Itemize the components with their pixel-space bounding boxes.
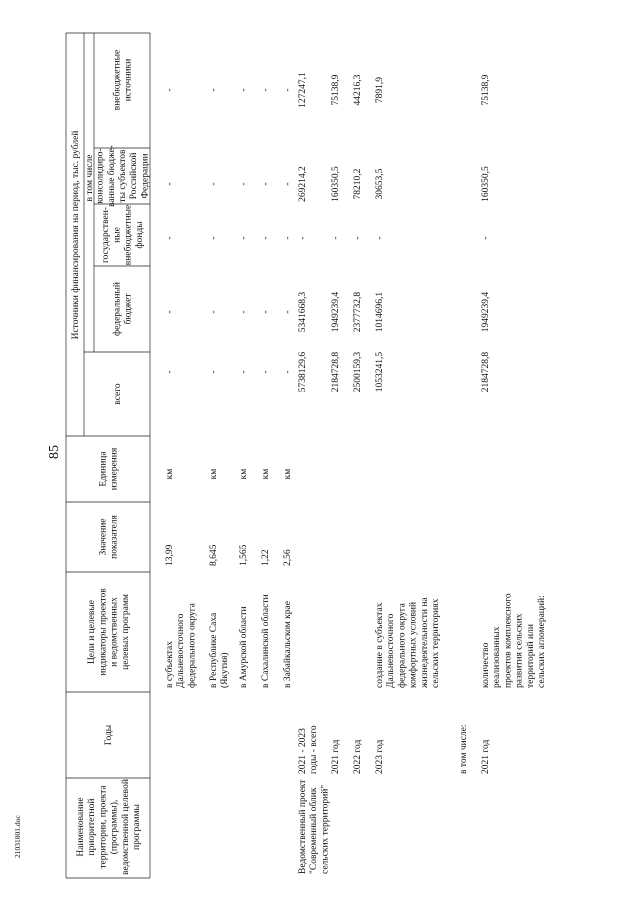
incl-goal-line: развития сельских: [514, 613, 525, 688]
incl-goal-line: проектов комплексного: [503, 593, 514, 688]
project-year-1-total: [331, 352, 341, 393]
project-year-2-cons: [353, 168, 363, 199]
indicator-4-total-line: -: [283, 370, 293, 374]
indicator-1-gos-line: -: [209, 236, 219, 240]
indicator-4-cons: [283, 182, 293, 185]
indicator-unit-1-line: км: [209, 468, 219, 480]
project-year-label-2: [353, 739, 363, 774]
indicator-0-vneb: [165, 88, 175, 91]
project-year-3-vneb: [375, 77, 385, 103]
incl-year: [481, 739, 491, 774]
header-gos-line: ные: [112, 227, 123, 243]
project-year-2-vneb: [353, 74, 363, 105]
header-gos-line: внебюджетные: [123, 204, 134, 266]
indicator-goal-3-line: в Сахалинской области: [261, 594, 271, 688]
indicator-goal-0-line: федерального округа: [187, 603, 198, 688]
project-year-3-fed-line: 1014696,1: [375, 291, 385, 333]
project-name-line: сельских территорий": [320, 784, 331, 874]
project-year-2-vneb-line: 44216,3: [353, 74, 363, 106]
header-cons: [96, 145, 151, 207]
indicator-unit-0: [165, 469, 175, 480]
project-year-2-fed-line: 2377732,8: [353, 291, 363, 333]
indicator-value-1-line: 8,645: [209, 544, 219, 566]
project-year-1-gos-line: -: [331, 236, 341, 240]
project-year-0-gos: [298, 236, 308, 239]
project-year-2-gos: [353, 236, 363, 239]
page-number: 85: [47, 445, 62, 459]
incl-row-fed-line: 1949239,4: [481, 291, 491, 333]
header-fed-line: федеральный: [112, 282, 123, 336]
indicator-3-total: [261, 370, 271, 373]
incl-goal: [481, 593, 547, 688]
project-goal: [374, 597, 441, 689]
project-year-label-0: [298, 725, 319, 774]
project-year-1-vneb-line: 75138,9: [331, 74, 341, 106]
header-unit: [98, 447, 119, 490]
indicator-2-gos-line: -: [239, 236, 249, 240]
header-value-line: показателя: [109, 515, 120, 559]
header-years: [104, 724, 114, 745]
incl-row-cons-line: 160350,5: [481, 166, 491, 202]
project-year-1-gos: [331, 236, 341, 239]
indicator-2-gos: [239, 236, 249, 239]
indicator-value-3-line: 1,22: [261, 549, 271, 566]
incl-row-fed: [481, 292, 491, 333]
indicator-3-gos-line: -: [261, 236, 271, 240]
incl-label-line: в том числе:: [459, 724, 469, 774]
project-year-3-gos-line: -: [375, 236, 385, 240]
indicator-value-4-line: 2,56: [283, 549, 293, 566]
project-year-1-vneb: [331, 74, 341, 105]
project-year-3-total-line: 1053241,5: [375, 351, 385, 393]
project-year-0-cons: [298, 166, 308, 202]
project-year-2-gos-line: -: [353, 236, 363, 240]
header-name-line: приоритетной: [87, 798, 98, 856]
project-year-1-total-line: 2184728,8: [331, 351, 341, 393]
project-year-label-0-line: 2021 - 2023: [298, 728, 308, 774]
indicator-2-cons-line: -: [239, 182, 249, 186]
header-years-line: Годы: [104, 724, 114, 746]
indicator-2-vneb: [239, 88, 249, 91]
indicator-goal-0-line: в субъектах: [165, 640, 175, 688]
project-year-0-fed: [298, 292, 308, 333]
indicator-0-fed-line: -: [165, 310, 175, 314]
project-goal-line: федерального округа: [397, 603, 408, 688]
indicator-3-total-line: -: [261, 370, 271, 374]
project-year-2-total: [353, 352, 363, 393]
indicator-0-cons: [165, 182, 175, 185]
header-incl-line: в том числе: [85, 154, 95, 202]
indicator-3-cons-line: -: [261, 182, 271, 186]
indicator-4-gos-line: -: [283, 236, 293, 240]
project-year-label-2-line: 2022 год: [353, 739, 363, 774]
indicator-0-gos: [165, 236, 175, 239]
header-vneb-line: внебюджетные: [112, 49, 123, 111]
indicator-0-total-line: -: [165, 370, 175, 374]
indicator-3-vneb: [261, 88, 271, 91]
project-year-3-fed: [375, 292, 385, 333]
header-cons-line: ванные бюдже-: [106, 145, 117, 207]
project-year-3-total: [375, 352, 385, 393]
indicator-value-0: [165, 544, 175, 566]
project-year-label-1-line: 2021 год: [331, 739, 341, 774]
project-goal-line: жизнедеятельности на: [419, 597, 430, 688]
header-cons-line: ты субъектов: [118, 149, 128, 203]
project-year-0-total: [298, 352, 308, 393]
incl-row-total: [481, 352, 491, 393]
indicator-1-vneb: [209, 88, 219, 91]
indicator-value-1: [209, 544, 219, 566]
header-vneb-line: источники: [123, 58, 134, 102]
header-vneb: [111, 50, 133, 111]
project-year-2-total-line: 2500159,3: [353, 351, 363, 393]
indicator-4-cons-line: -: [283, 182, 293, 186]
indicator-unit-3-line: км: [261, 468, 271, 480]
indicator-2-vneb-line: -: [239, 88, 249, 92]
project-goal-line: комфортных условий: [408, 601, 419, 688]
header-goals-line: и ведомственных: [109, 597, 120, 667]
header-fed-line: бюджет: [123, 293, 134, 325]
header-name-line: ведомственной целевой: [120, 779, 131, 875]
header-goals-line: Цели и целевые: [87, 599, 98, 665]
project-year-label-0-line: годы - всего: [309, 725, 320, 774]
project-year-1-cons-line: 160350,5: [331, 166, 341, 202]
indicator-1-total-line: -: [209, 370, 219, 374]
incl-row-gos: [481, 236, 491, 239]
project-year-0-total-line: 5738129,6: [298, 351, 308, 393]
indicator-4-fed: [283, 310, 293, 313]
header-cons-line: консолидиро-: [95, 148, 106, 204]
project-year-0-fed-line: 5341668,3: [298, 291, 308, 333]
indicator-1-fed-line: -: [209, 310, 219, 314]
indicator-goal-2: [238, 606, 249, 688]
indicator-3-cons: [261, 182, 271, 185]
indicator-4-fed-line: -: [283, 310, 293, 314]
project-year-3-vneb-line: 7891,9: [375, 76, 385, 104]
header-gos-line: фонды: [134, 221, 145, 249]
header-name-line: (программы),: [109, 799, 120, 855]
project-year-2-fed: [353, 292, 363, 333]
indicator-3-gos: [261, 236, 271, 239]
indicator-goal-0: [164, 602, 197, 688]
indicator-2-fed-line: -: [239, 310, 249, 314]
indicator-unit-4: [283, 469, 293, 480]
indicator-goal-1: [208, 612, 230, 688]
indicator-3-vneb-line: -: [261, 88, 271, 92]
project-year-0-vneb-line: 127247,1: [298, 72, 308, 108]
project-year-label-3: [375, 739, 385, 774]
project-year-3-gos: [375, 236, 385, 239]
header-unit-line: Единица: [98, 451, 109, 487]
project-year-0-gos-line: -: [298, 236, 308, 240]
indicator-3-fed-line: -: [261, 310, 271, 314]
indicator-0-cons-line: -: [165, 182, 175, 186]
incl-row-vneb: [481, 74, 491, 105]
indicator-4-gos: [283, 236, 293, 239]
incl-goal-line: сельских агломераций:: [537, 595, 547, 688]
indicator-2-cons: [239, 182, 249, 185]
indicator-unit-4-line: км: [283, 468, 293, 480]
indicator-0-vneb-line: -: [165, 88, 175, 92]
project-goal-line: Дальневосточного: [386, 613, 397, 688]
indicator-goal-2-line: в Амурской области: [239, 606, 249, 688]
indicator-value-3: [261, 549, 271, 566]
header-unit-line: измерения: [109, 447, 120, 491]
indicator-2-total: [239, 370, 249, 373]
table-body: [164, 72, 547, 874]
indicator-goal-0-line: Дальневосточного: [176, 613, 187, 688]
indicator-1-gos: [209, 236, 219, 239]
header-value-line: Значение: [98, 518, 109, 556]
header-name: [76, 779, 142, 875]
footer-doc-id: 21031801.doc: [13, 815, 22, 858]
indicator-0-total: [165, 370, 175, 373]
indicator-goal-4-line: в Забайкальском крае: [283, 601, 293, 688]
indicator-2-fed: [239, 310, 249, 313]
indicator-value-0-line: 13,99: [165, 544, 175, 566]
project-year-2-cons-line: 78210,2: [353, 168, 363, 200]
incl-goal-line: количество: [481, 642, 491, 688]
header-fed: [111, 282, 133, 336]
header-total-line: всего: [113, 383, 123, 405]
incl-row-gos-line: -: [481, 236, 491, 240]
indicator-1-vneb-line: -: [209, 88, 219, 92]
indicator-3-fed: [261, 310, 271, 313]
indicator-4-vneb-line: -: [283, 88, 293, 92]
indicator-1-cons-line: -: [209, 182, 219, 186]
indicator-4-total: [283, 370, 293, 373]
indicator-goal-1-line: в Республике Саха: [209, 612, 219, 688]
indicator-goal-3: [260, 594, 271, 688]
header-goals-line: целевых программ: [120, 594, 131, 670]
project-name-line: Ведомственный проект: [298, 779, 308, 874]
project-name: [297, 779, 330, 874]
incl-year-line: 2021 год: [481, 739, 491, 774]
indicator-goal-1-line: (Якутия): [220, 652, 231, 688]
project-year-3-cons: [375, 168, 385, 199]
indicator-0-fed: [165, 310, 175, 313]
project-year-label-1: [331, 739, 341, 774]
indicator-4-vneb: [283, 88, 293, 91]
header-total: [113, 383, 123, 405]
header-value: [98, 515, 119, 559]
indicator-2-total-line: -: [239, 370, 249, 374]
incl-label: [459, 724, 469, 774]
incl-row-cons: [481, 166, 491, 202]
header-incl: [85, 155, 95, 202]
indicator-0-gos-line: -: [165, 236, 175, 240]
header-sources: [70, 131, 81, 340]
header-goals: [87, 588, 131, 676]
indicator-unit-1: [209, 469, 219, 480]
indicator-unit-2-line: км: [239, 468, 249, 480]
header-sources-line: Источники финансирования на период, тыс. рублей: [71, 130, 81, 340]
indicator-1-cons: [209, 182, 219, 185]
indicator-unit-2: [239, 469, 249, 480]
header-name-line: территории, проекта: [98, 785, 109, 869]
indicator-unit-0-line: км: [165, 468, 175, 480]
project-year-label-3-line: 2023 год: [375, 739, 385, 774]
indicator-value-2: [239, 544, 249, 566]
header-gos: [101, 205, 145, 266]
project-year-1-fed: [331, 292, 341, 333]
header-gos-line: государствен-: [101, 207, 112, 263]
incl-goal-line: реализованных: [492, 626, 503, 688]
indicator-value-4: [283, 549, 293, 566]
header-name-line: программы: [132, 804, 142, 850]
project-year-0-vneb: [298, 72, 308, 108]
header-cons-line: Российской: [129, 152, 140, 200]
table-header: [70, 50, 150, 875]
header-cons-line: Федерации: [140, 153, 151, 199]
indicator-1-total: [209, 370, 219, 373]
incl-row-total-line: 2184728,8: [481, 351, 491, 393]
header-name-line: Наименование: [76, 797, 86, 857]
project-goal-line: сельских территориях: [431, 598, 441, 688]
project-goal-line: создание в субъектах: [375, 602, 385, 688]
project-year-1-fed-line: 1949239,4: [331, 291, 341, 333]
indicator-unit-3: [261, 469, 271, 480]
indicator-goal-4: [282, 601, 293, 688]
project-year-1-cons: [331, 166, 341, 202]
incl-row-vneb-line: 75138,9: [481, 74, 491, 106]
incl-goal-line: территорий или: [525, 624, 536, 688]
header-goals-line: индикаторы проектов: [98, 588, 109, 676]
project-year-0-cons-line: 269214,2: [298, 166, 308, 202]
project-year-3-cons-line: 30653,5: [375, 168, 385, 200]
indicator-1-fed: [209, 310, 219, 313]
indicator-value-2-line: 1,565: [239, 544, 249, 566]
project-name-line: "Современный облик: [309, 787, 320, 874]
